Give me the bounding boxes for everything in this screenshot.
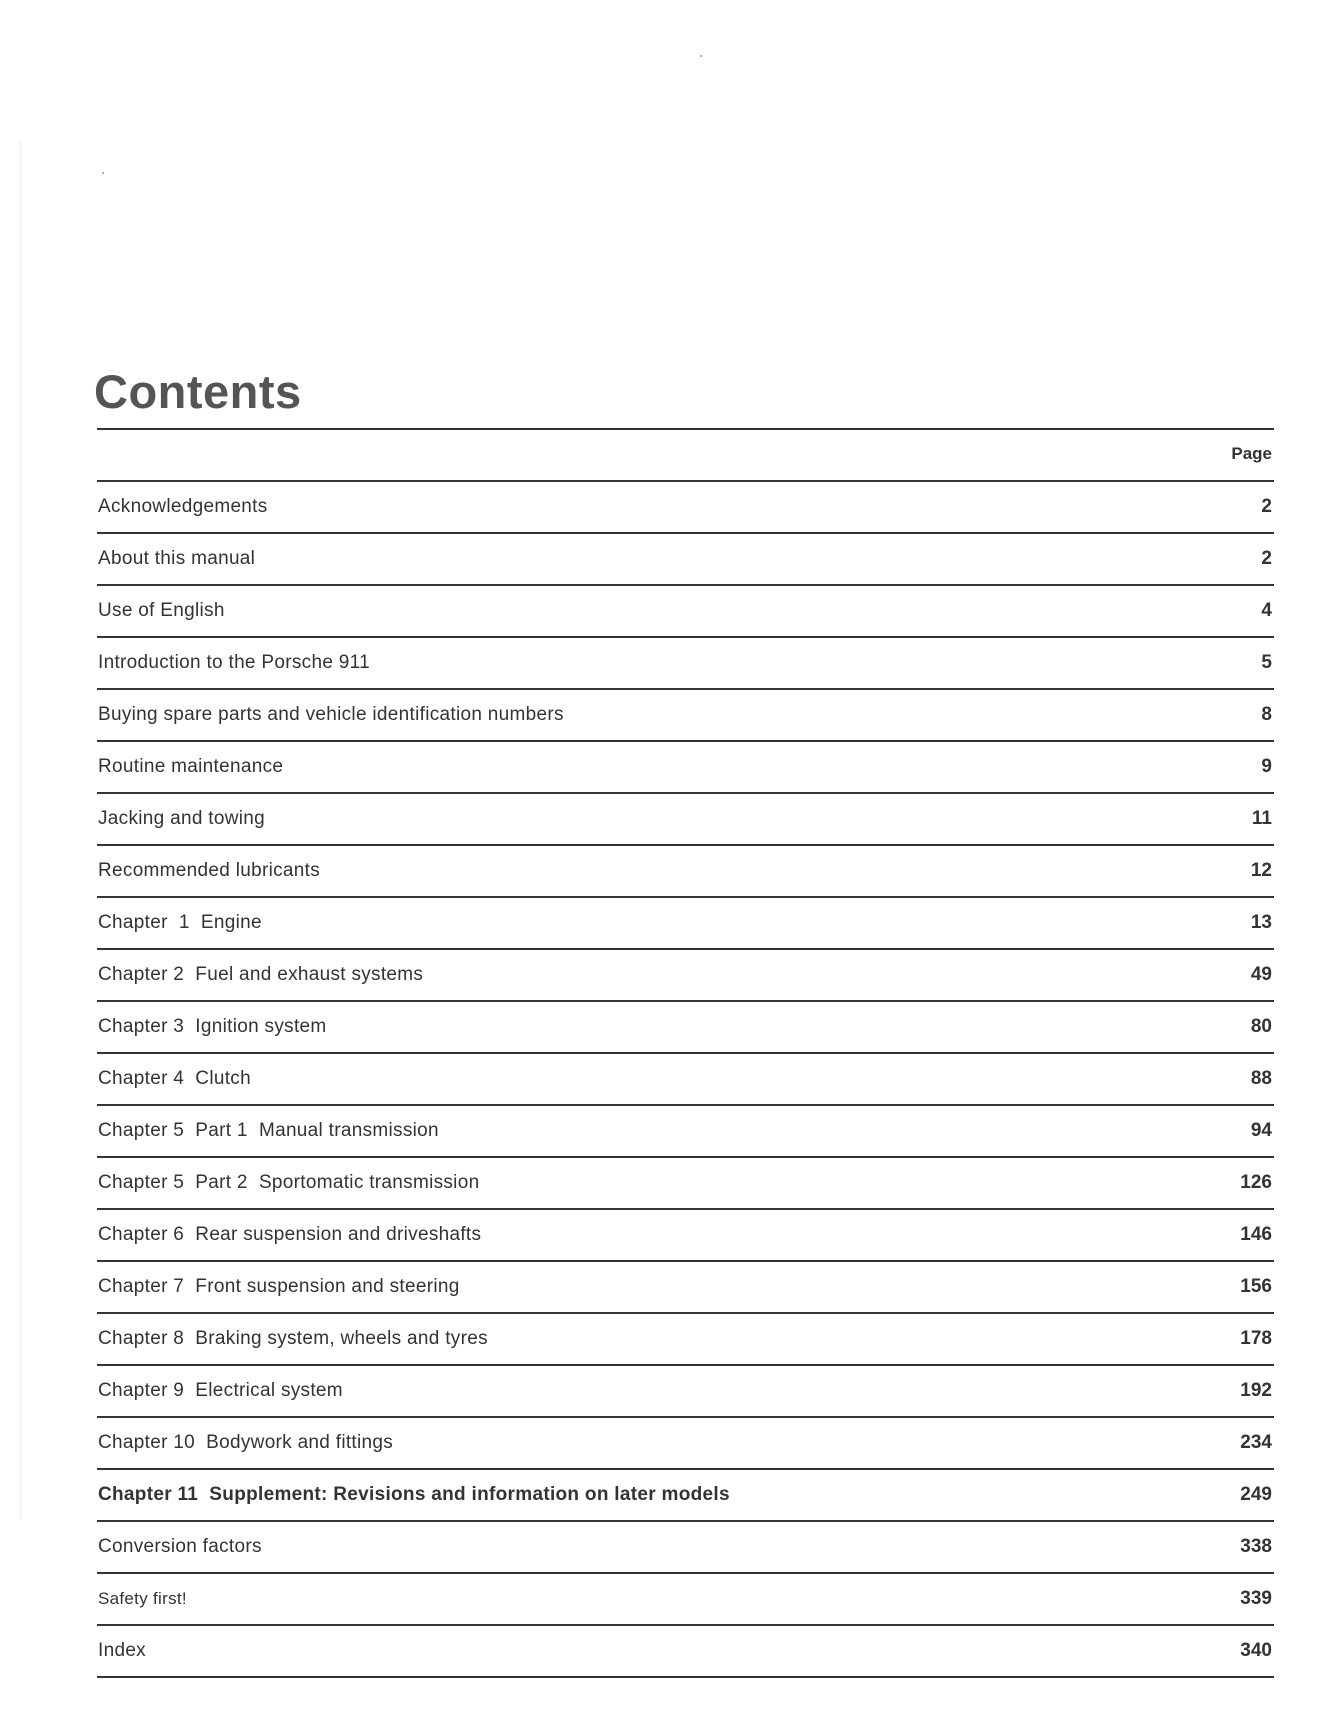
toc-entry-label: Chapter 6 Rear suspension and driveshafts xyxy=(98,1224,482,1245)
toc-entry-label: Chapter 7 Front suspension and steering xyxy=(98,1276,460,1297)
page-column-header xyxy=(97,430,1274,482)
toc-entry-label: Recommended lubricants xyxy=(98,860,321,881)
toc-entry-page: 338 xyxy=(1240,1536,1272,1557)
toc-entry-label: Buying spare parts and vehicle identification numbers xyxy=(98,704,564,725)
toc-entry-label: Chapter 9 Electrical system xyxy=(98,1380,343,1401)
toc-entry-label: Chapter 1 Engine xyxy=(98,912,262,933)
toc-row-buying-spare-parts[interactable] xyxy=(97,690,1274,742)
toc-row-conversion-factors[interactable] xyxy=(97,1522,1274,1574)
toc-row-chapter-5-part-2[interactable] xyxy=(97,1158,1274,1210)
toc-entry-label: Safety first! xyxy=(98,1589,187,1608)
toc-entry-page: 2 xyxy=(1261,496,1272,517)
paper-speck xyxy=(700,55,702,57)
contents-table xyxy=(97,428,1274,1678)
toc-entry-page: 156 xyxy=(1240,1276,1272,1297)
toc-row-chapter-5-part-1[interactable] xyxy=(97,1106,1274,1158)
toc-row-chapter-2[interactable] xyxy=(97,950,1274,1002)
toc-entry-page: 9 xyxy=(1261,756,1272,777)
toc-entry-page: 80 xyxy=(1250,1016,1272,1037)
toc-row-chapter-7[interactable] xyxy=(97,1262,1274,1314)
toc-entry-label: About this manual xyxy=(98,548,256,569)
toc-entry-label: Chapter 11 Supplement: Revisions and information on later models xyxy=(98,1484,730,1505)
toc-entry-page: 192 xyxy=(1240,1380,1272,1401)
toc-entry-page: 4 xyxy=(1261,600,1272,621)
toc-entry-page: 339 xyxy=(1240,1588,1272,1609)
toc-row-use-of-english[interactable] xyxy=(97,586,1274,638)
toc-entry-page: 13 xyxy=(1250,912,1272,933)
toc-entry-label: Chapter 4 Clutch xyxy=(98,1068,251,1089)
toc-row-introduction[interactable] xyxy=(97,638,1274,690)
toc-entry-label: Routine maintenance xyxy=(98,756,284,777)
toc-entry-label: Conversion factors xyxy=(98,1536,262,1557)
toc-entry-label: Introduction to the Porsche 911 xyxy=(98,652,370,673)
toc-row-chapter-8[interactable] xyxy=(97,1314,1274,1366)
toc-entry-page: 146 xyxy=(1240,1224,1272,1245)
toc-entry-label: Acknowledgements xyxy=(98,496,268,517)
toc-row-about-this-manual[interactable] xyxy=(97,534,1274,586)
toc-entry-page: 340 xyxy=(1240,1640,1272,1661)
toc-entry-label: Chapter 2 Fuel and exhaust systems xyxy=(98,964,424,985)
toc-entry-label: Chapter 5 Part 2 Sportomatic transmission xyxy=(98,1172,480,1193)
toc-entry-label: Chapter 8 Braking system, wheels and tyres xyxy=(98,1328,488,1349)
toc-row-chapter-3[interactable] xyxy=(97,1002,1274,1054)
toc-entry-label: Chapter 3 Ignition system xyxy=(98,1016,327,1037)
toc-entry-page: 126 xyxy=(1240,1172,1272,1193)
toc-row-chapter-6[interactable] xyxy=(97,1210,1274,1262)
page-edge-shadow xyxy=(20,140,21,1520)
toc-entry-page: 49 xyxy=(1250,964,1272,985)
toc-row-chapter-4[interactable] xyxy=(97,1054,1274,1106)
toc-entry-label: Jacking and towing xyxy=(98,808,266,829)
toc-entry-page: 8 xyxy=(1261,704,1272,725)
toc-entry-page: 2 xyxy=(1261,548,1272,569)
toc-entry-page: 12 xyxy=(1250,860,1272,881)
toc-entry-page: 88 xyxy=(1250,1068,1272,1089)
toc-row-chapter-1[interactable] xyxy=(97,898,1274,950)
toc-row-chapter-10[interactable] xyxy=(97,1418,1274,1470)
toc-entry-page: 178 xyxy=(1240,1328,1272,1349)
toc-entry-label: Index xyxy=(98,1640,146,1661)
toc-entry-label: Chapter 10 Bodywork and fittings xyxy=(98,1432,394,1453)
toc-entry-page: 5 xyxy=(1261,652,1272,673)
toc-row-jacking-and-towing[interactable] xyxy=(97,794,1274,846)
toc-row-chapter-9[interactable] xyxy=(97,1366,1274,1418)
toc-entry-page: 249 xyxy=(1240,1484,1272,1505)
paper-speck xyxy=(102,172,104,174)
toc-entry-page: 234 xyxy=(1240,1432,1272,1453)
toc-row-safety-first[interactable] xyxy=(97,1574,1274,1626)
toc-row-routine-maintenance[interactable] xyxy=(97,742,1274,794)
page-column-label: Page xyxy=(1231,444,1272,463)
toc-entry-page: 11 xyxy=(1251,808,1272,829)
toc-row-recommended-lubricants[interactable] xyxy=(97,846,1274,898)
toc-entry-label: Use of English xyxy=(98,600,225,621)
toc-entry-page: 94 xyxy=(1250,1120,1272,1141)
toc-row-chapter-11[interactable] xyxy=(97,1470,1274,1522)
toc-entry-label: Chapter 5 Part 1 Manual transmission xyxy=(98,1120,439,1141)
page-title: Contents xyxy=(94,365,302,418)
toc-row-acknowledgements[interactable] xyxy=(97,482,1274,534)
toc-row-index[interactable] xyxy=(97,1626,1274,1678)
